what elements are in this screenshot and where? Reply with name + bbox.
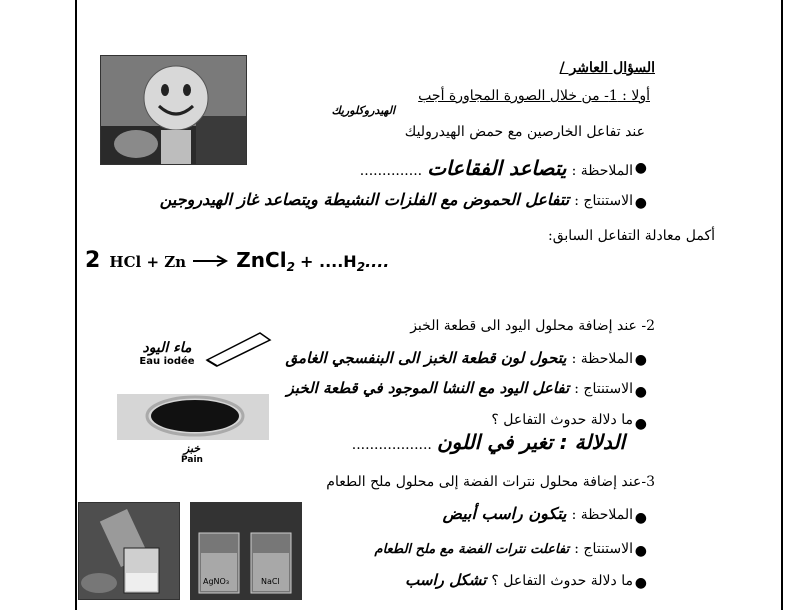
equation-coefficient: 2 <box>85 248 101 273</box>
bread-photo <box>117 394 269 440</box>
q2-conclusion-answer: تفاعل اليود مع النشا الموجود في قطعة الخبز <box>286 379 570 397</box>
q3-evidence <box>405 570 633 589</box>
bullet: ● <box>634 384 647 400</box>
bullet: ● <box>634 352 647 368</box>
silver-nitrate-photo-1 <box>78 502 180 600</box>
bullet: ● <box>634 543 647 559</box>
bullet: ● <box>634 160 647 176</box>
iodine-label-fr: Eau iodée <box>139 356 195 367</box>
iodine-label-ar: ماء اليود <box>142 340 192 356</box>
q3-observation-label: الملاحظة : <box>571 507 633 523</box>
bread-label-fr: Pain <box>181 455 203 465</box>
q3-evidence-answer: تشكل راسب <box>405 571 487 589</box>
balloon-image <box>101 56 246 164</box>
q2-conclusion <box>213 378 633 397</box>
q2-observation-answer: يتحول لون قطعة الخبز الى البنفسجي الغامق <box>285 349 567 367</box>
silver-nitrate-photo-2 <box>190 502 302 600</box>
bullet: ● <box>634 510 647 526</box>
q2-observation <box>153 348 633 367</box>
q1-conclusion <box>33 190 633 209</box>
q3-evidence-label: ما دلالة حدوث التفاعل ؟ <box>491 573 633 589</box>
bread-label <box>172 442 212 465</box>
q1-observation-dots: .............. <box>359 163 423 179</box>
bullet: ● <box>634 195 647 211</box>
equation-prompt: أكمل معادلة التفاعل السابق: <box>547 228 715 244</box>
equation-dots: .... <box>365 252 390 271</box>
bread-label-ar: خبز <box>183 442 201 455</box>
q2-observation-label: الملاحظة : <box>571 351 633 367</box>
bullet: ● <box>634 416 647 432</box>
q3-conclusion-label: الاستنتاج : <box>574 541 633 557</box>
bullet: ● <box>634 575 647 591</box>
q1-conclusion-label: الاستنتاج : <box>574 193 633 209</box>
equation-reactants: HCl + Zn <box>109 253 187 271</box>
q2-heading: 2- عند إضافة محلول اليود الى قطعة الخبز <box>410 318 655 334</box>
q3-observation-answer: يتكون راسب أبيض <box>442 504 567 523</box>
q2-evidence-label: ما دلالة حدوث التفاعل ؟ <box>491 412 633 428</box>
q1-heading: أولا : 1- من خلال الصورة المجاورة أجب <box>418 88 650 104</box>
page-border-left <box>75 0 77 610</box>
equation-subscript: 2 <box>286 260 295 275</box>
q3-conclusion <box>375 538 633 557</box>
q1-observation <box>153 156 633 180</box>
equation-product-h: + ....H <box>300 252 357 271</box>
bread-image <box>117 394 269 440</box>
q1-conclusion-answer: تتفاعل الحموض مع الفلزات النشيطة ويتصاعد غاز الهيدروجين <box>159 190 570 209</box>
pouring-image <box>79 503 179 599</box>
hand-note-hcl: الهيدروكلوريك <box>331 104 395 117</box>
q2-evidence <box>352 430 625 454</box>
question-title: السؤال العاشر / <box>559 60 655 76</box>
beaker-label-nacl: NaCl <box>261 577 280 586</box>
equation-subscript: 2 <box>356 260 366 275</box>
beaker-label-agno3: AgNO₃ <box>203 577 230 586</box>
q1-observation-label: الملاحظة : <box>571 163 633 179</box>
q3-observation <box>443 504 633 523</box>
q1-intro: عند تفاعل الخارصين مع حمض الهيدروليك <box>404 124 645 140</box>
q1-observation-answer: يتصاعد الفقاعات <box>427 156 567 180</box>
q2-evidence-dots: .................. <box>351 437 432 453</box>
equation <box>85 248 389 274</box>
zinc-hcl-photo <box>100 55 247 165</box>
arrow-icon <box>191 252 231 271</box>
q3-heading: 3-عند إضافة محلول نترات الفضة إلى محلول ملح الطعام <box>326 474 655 490</box>
q2-conclusion-label: الاستنتاج : <box>574 381 633 397</box>
q2-evidence-answer: الدلالة : تغير في اللون <box>436 430 625 454</box>
equation-product-zncl: ZnCl <box>236 248 287 272</box>
q3-conclusion-answer: تفاعلت نترات الفضة مع ملح الطعام <box>374 542 570 557</box>
page-border-right <box>781 0 783 610</box>
